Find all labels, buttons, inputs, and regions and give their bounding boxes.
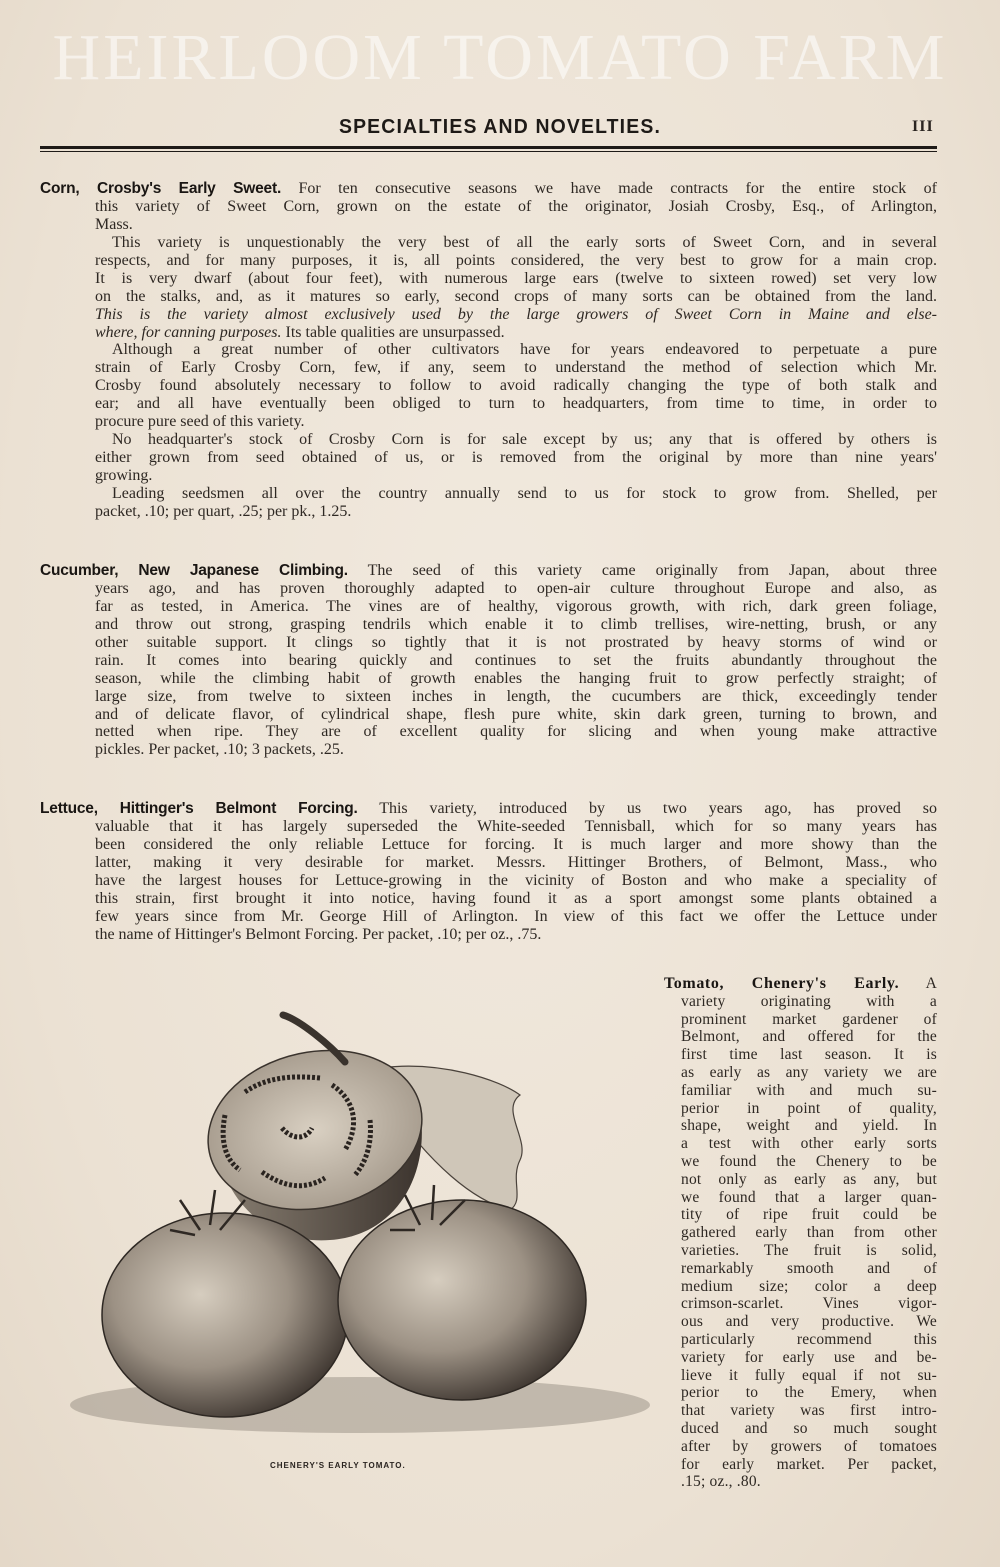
text-line xyxy=(664,1456,937,1474)
line-text: For ten consecutive seasons we have made contracts for the entire stock of xyxy=(281,180,938,197)
line-text: and of delicate flavor, of cylindrical shape, flesh pure white, skin dark green, turning to brown, and xyxy=(95,705,937,723)
text-line xyxy=(40,890,937,908)
entry-heading: Tomato, Chenery's Early. xyxy=(664,975,900,992)
text-line xyxy=(664,1171,937,1189)
line-text: other suitable support. It clings so tightly that it is not prostrated by heavy storms of wind or xyxy=(95,633,937,651)
text-line xyxy=(664,1011,937,1029)
line-text: we found the Chenery to be xyxy=(681,1152,937,1170)
text-line xyxy=(40,670,937,688)
line-text: the name of Hittinger's Belmont Forcing. Per packet, .10; per oz., .75. xyxy=(95,925,542,943)
line-text: far as tested, in America. The vines are of healthy, vigorous growth, with rich, dark green foliage, xyxy=(95,597,937,615)
text-line xyxy=(40,341,937,359)
text-line xyxy=(40,288,937,306)
text-line xyxy=(40,598,937,616)
text-line xyxy=(40,854,937,872)
line-text: we found that a larger quan- xyxy=(681,1188,937,1206)
line-text: this variety of Sweet Corn, grown on the estate of the originator, Josiah Crosby, Esq., of Arlington, xyxy=(95,197,937,215)
line-text: been considered the only reliable Lettuce for forcing. It is much larger and more showy than the xyxy=(95,835,937,853)
text-line xyxy=(40,818,937,836)
line-text: varieties. The fruit is solid, xyxy=(681,1241,937,1259)
text-line xyxy=(664,1402,937,1420)
line-text: shape, weight and yield. In xyxy=(681,1117,937,1135)
entry-heading: Lettuce, Hittinger's Belmont Forcing. xyxy=(40,800,358,817)
line-text: growing. xyxy=(95,467,153,484)
line-text: perior in point of quality, xyxy=(681,1099,937,1117)
tomato-illustration xyxy=(40,990,660,1450)
line-text: netted when ripe. They are of excellent quality for slicing and when young make attractive xyxy=(95,723,937,741)
line-text: season, while the climbing habit of growth enables the hanging fruit to grow perfectly straight; of xyxy=(95,669,937,687)
line-text: This variety is unquestionably the very best of all the early sorts of Sweet Corn, and in several xyxy=(112,233,937,251)
text-line xyxy=(40,741,937,759)
text-line xyxy=(40,198,937,216)
line-text: not only as early as any, but xyxy=(681,1170,937,1188)
text-line xyxy=(664,1082,937,1100)
text-segment: where, for canning purposes. xyxy=(95,323,282,341)
line-text: this strain, first brought it into notice, having found it as a sport amongst some plants obtained a xyxy=(95,889,937,907)
text-line xyxy=(664,1260,937,1278)
text-line xyxy=(40,706,937,724)
line-text: few years since from Mr. George Hill of Arlington. In view of this fact we offer the Lettuce under xyxy=(95,907,937,925)
text-line xyxy=(40,800,937,818)
text-line xyxy=(40,634,937,652)
line-text: on the stalks, and, as it matures so early, second crops of many sorts can be obtained from the land. xyxy=(95,287,937,305)
line-text: valuable that it has largely superseded the White-seeded Tennisball, which for so many years has xyxy=(95,817,937,835)
line-text: procure pure seed of this variety. xyxy=(95,413,305,431)
text-line xyxy=(40,503,937,521)
text-line xyxy=(40,413,937,431)
line-text: tity of ripe fruit could be xyxy=(681,1206,937,1224)
page-title: SPECIALTIES AND NOVELTIES. xyxy=(338,116,662,138)
line-text: gathered early than from other xyxy=(681,1224,937,1242)
text-line xyxy=(40,252,937,270)
entry-lettuce xyxy=(40,800,937,944)
text-line xyxy=(40,377,937,395)
text-line xyxy=(40,270,937,288)
line-text: duced and so much sought xyxy=(681,1419,937,1437)
text-line xyxy=(664,1189,937,1207)
text-line xyxy=(40,216,937,234)
line-text: prominent market gardener of xyxy=(681,1010,937,1028)
left-tomato xyxy=(102,1213,348,1417)
line-text: ear; and all have eventually been obliged to turn to headquarters, from time to time, in order to xyxy=(95,395,937,413)
line-text: familiar with and much su- xyxy=(681,1081,937,1099)
line-text: first time last season. It is xyxy=(681,1046,937,1064)
right-tomato xyxy=(338,1200,586,1400)
text-line xyxy=(664,1206,937,1224)
line-text: remarkably smooth and of xyxy=(681,1259,937,1277)
line-text: large size, from twelve to sixteen inches in length, the cucumbers are thick, exceedingly tender xyxy=(95,687,937,705)
text-line xyxy=(40,652,937,670)
line-text: This variety, introduced by us two years ago, has proved so xyxy=(357,800,938,817)
line-text: have the largest houses for Lettuce-growing in the vicinity of Boston and who make a speciality of xyxy=(95,871,937,889)
text-line xyxy=(664,1473,937,1491)
watermark: HEIRLOOM TOMATO FARM xyxy=(52,21,948,94)
line-text: strain of Early Crosby Corn, few, if any, seem to understand the method of selection which Mr. xyxy=(95,359,937,377)
text-line xyxy=(40,723,937,741)
text-line xyxy=(664,1153,937,1171)
text-line xyxy=(40,324,937,342)
line-text: It is very dwarf (about four feet), with numerous large ears (twelve to sixteen rowed) set very low xyxy=(95,269,937,287)
line-text: Although a great number of other cultivators have for years endeavored to perpetuate a pure xyxy=(112,341,937,359)
line-text: ous and very productive. We xyxy=(681,1313,937,1331)
text-line xyxy=(40,580,937,598)
text-segment: This is the variety almost exclusively used by the large growers of Sweet Corn in Maine and else- xyxy=(95,305,937,323)
line-text: variety originating with a xyxy=(681,992,937,1010)
text-line xyxy=(664,1135,937,1153)
text-line xyxy=(664,1064,937,1082)
line-text: lieve it fully equal if not su- xyxy=(681,1366,937,1384)
line-text: that variety was first intro- xyxy=(681,1402,937,1420)
text-line xyxy=(664,993,937,1011)
line-text: The seed of this variety came originally from Japan, about three xyxy=(347,562,937,579)
line-text: as early as any variety we are xyxy=(681,1063,937,1081)
line-text: and throw out strong, grasping tendrils which enable it to climb trellises, wire-netting, brush, or any xyxy=(95,615,937,633)
line-text: years ago, and has proven thoroughly adapted to open-air culture throughout Europe and also, as xyxy=(95,579,937,597)
text-line xyxy=(664,1384,937,1402)
line-text: crimson-scarlet. Vines vigor- xyxy=(681,1295,937,1313)
line-text: either grown from seed obtained of us, or is removed from the original by more than nine years' xyxy=(95,449,937,467)
text-line xyxy=(40,616,937,634)
text-line xyxy=(664,1331,937,1349)
page-number: III xyxy=(912,118,934,135)
text-line xyxy=(664,1349,937,1367)
entry-corn xyxy=(40,180,937,521)
text-line xyxy=(664,1438,937,1456)
line-text: perior to the Emery, when xyxy=(681,1384,937,1402)
text-line xyxy=(40,449,937,467)
text-line xyxy=(664,1028,937,1046)
text-line xyxy=(664,1313,937,1331)
line-text: Belmont, and offered for the xyxy=(681,1028,937,1046)
header-rule-thick xyxy=(40,146,937,149)
entry-heading: Corn, Crosby's Early Sweet. xyxy=(40,180,282,197)
line-text: latter, making it very desirable for market. Messrs. Hittinger Brothers, of Belmont, Mass., who xyxy=(95,853,937,871)
text-line xyxy=(40,836,937,854)
line-text: pickles. Per packet, .10; 3 packets, .25. xyxy=(95,741,344,759)
text-line xyxy=(40,180,937,198)
entry-cucumber xyxy=(40,562,937,759)
line-text: .15; oz., .80. xyxy=(681,1473,761,1491)
line-text: Mass. xyxy=(95,215,133,233)
line-text: variety for early use and be- xyxy=(681,1348,937,1366)
line-text: after by growers of tomatoes xyxy=(681,1437,937,1455)
text-line xyxy=(664,1295,937,1313)
text-line xyxy=(40,908,937,926)
line-text: for early market. Per packet, xyxy=(681,1455,937,1473)
line-text: rain. It comes into bearing quickly and continues to set the fruits abundantly throughout the xyxy=(95,651,937,669)
text-line xyxy=(664,1242,937,1260)
text-line xyxy=(664,1224,937,1242)
text-line xyxy=(40,234,937,252)
header-rule-thin xyxy=(40,151,937,152)
text-line xyxy=(40,562,937,580)
text-line xyxy=(40,467,937,485)
text-line xyxy=(40,359,937,377)
text-line xyxy=(40,485,937,503)
line-text: a test with other early sorts xyxy=(681,1135,937,1153)
line-text: respects, and for many purposes, it is, all points considered, the very best to grow for a main crop. xyxy=(95,251,937,269)
text-segment: Its table qualities are unsurpassed. xyxy=(281,323,505,341)
text-line xyxy=(664,1278,937,1296)
line-text: Leading seedsmen all over the country annually send to us for stock to grow from. Shelled, per xyxy=(112,484,937,502)
illustration-caption: CHENERY'S EARLY TOMATO. xyxy=(270,1461,406,1470)
entry-heading: Cucumber, New Japanese Climbing. xyxy=(40,562,348,579)
text-line xyxy=(664,1046,937,1064)
text-line xyxy=(40,395,937,413)
line-text: Crosby found absolutely necessary to follow to avoid radically changing the type of both stalk and xyxy=(95,377,937,395)
text-line xyxy=(40,872,937,890)
text-line xyxy=(40,688,937,706)
text-line xyxy=(40,926,937,944)
line-text: No headquarter's stock of Crosby Corn is for sale except by us; any that is offered by others is xyxy=(112,431,937,449)
line-text: packet, .10; per quart, .25; per pk., 1.25. xyxy=(95,502,352,520)
text-line xyxy=(664,1420,937,1438)
line-text: particularly recommend this xyxy=(681,1330,937,1348)
text-line xyxy=(40,431,937,449)
text-line xyxy=(664,1117,937,1135)
text-line xyxy=(664,1367,937,1385)
line-text: A xyxy=(899,975,937,992)
text-line xyxy=(664,975,937,993)
entry-tomato xyxy=(664,975,937,1491)
text-line xyxy=(40,306,937,324)
line-text: medium size; color a deep xyxy=(681,1277,937,1295)
text-line xyxy=(664,1100,937,1118)
